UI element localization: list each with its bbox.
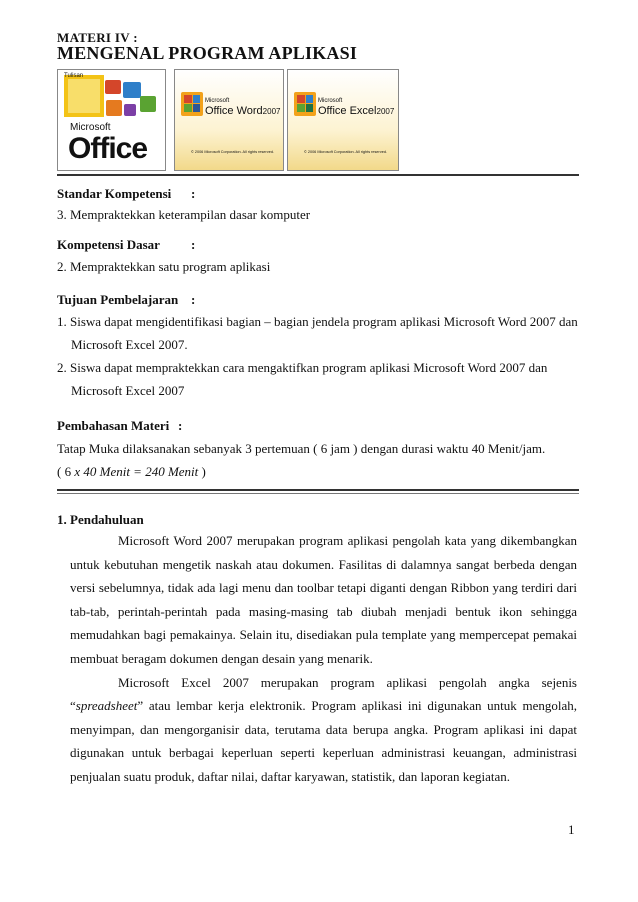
page-title: MENGENAL PROGRAM APLIKASI: [57, 43, 358, 63]
pembahasan-line1: Tatap Muka dilaksanakan sebanyak 3 pertemuan ( 6 jam ) dengan durasi waktu 40 Menit/jam.: [57, 441, 546, 456]
materi-label: MATERI IV :: [57, 30, 138, 45]
paragraph-excel-first-line: Microsoft Excel 2007 merupakan program aplikasi pengolah angka sejenis: [118, 674, 577, 690]
paragraph-word: Microsoft Word 2007 merupakan program aplikasi pengolah kata yang dikembangkan untuk kebutuhan mengetik naskah atau dokumen. Fasilitas di dalamnya sangat berbeda dengan versi sebelumnya, tidak ada lagi menu dan toolbar tetapi diganti dengan Ribbon yang terdiri dari tab-tab, perintah-perintah pada masing-masing tab diubah menjadi bentuk ikon sehingga memudahkan bagi pemakainya. Selain itu, disediakan pula template yang mempercepat pemakai membuat beragam dokumen dengan desain yang menarik.: [70, 533, 577, 666]
pembahasan-line2: ( 6 x 40 Menit = 240 Menit ): [57, 464, 206, 479]
excel-logo: [287, 69, 399, 171]
word-logo: [174, 69, 284, 171]
word-product: Office Word2007: [205, 105, 281, 117]
pembahasan-label: Pembahasan Materi: [57, 418, 170, 433]
excel-icon: [294, 92, 316, 116]
standar-colon: :: [191, 186, 196, 201]
standar-text: 3. Mempraktekkan keterampilan dasar komputer: [57, 207, 311, 222]
section-heading: 1. Pendahuluan: [57, 512, 144, 527]
kompetensi-text: 2. Mempraktekkan satu program aplikasi: [57, 259, 271, 274]
office-tab-text: Tulisan: [64, 73, 84, 79]
word-icon: [181, 92, 203, 116]
kompetensi-label: Kompetensi Dasar: [57, 237, 160, 252]
kompetensi-colon: :: [191, 237, 196, 252]
excel-brand: Microsoft: [318, 98, 343, 104]
tujuan-item2-line1: 2. Siswa dapat mempraktekkan cara mengaktifkan program aplikasi Microsoft Word 2007 dan: [57, 360, 548, 375]
office-brand-text: Microsoft: [70, 122, 111, 133]
excel-product: Office Excel2007: [318, 105, 395, 117]
excel-copyright: © 2006 Microsoft Corporation. All rights reserved.: [304, 150, 387, 154]
page-number: 1: [568, 822, 575, 837]
office-logo: [57, 69, 166, 171]
section-divider-top: [57, 489, 579, 491]
section-body: [70, 529, 577, 789]
word-copyright: © 2006 Microsoft Corporation. All rights reserved.: [191, 150, 274, 154]
word-brand: Microsoft: [205, 98, 230, 104]
pembahasan-colon: :: [178, 418, 183, 433]
office-product-text: Office: [68, 132, 148, 165]
standar-label: Standar Kompetensi: [57, 186, 172, 201]
tujuan-item1-line2: Microsoft Excel 2007.: [71, 337, 188, 352]
paragraph-excel-rest: “spreadsheet” atau lembar kerja elektronik. Program aplikasi ini digunakan untuk mengolah, menyimpan, dan mengorganisir data, terutama data berupa angka. Program aplikasi ini dapat digunakan untuk berbagai keperluan seperti keperluan administrasi keuangan, administrasi penjualan suatu produk, daftar nilai, daftar karyawan, statistik, dan laporan kegiatan.: [70, 698, 577, 784]
tujuan-colon: :: [191, 292, 196, 307]
tujuan-label: Tujuan Pembelajaran: [57, 292, 179, 307]
tujuan-item2-line2: Microsoft Excel 2007: [71, 383, 185, 398]
header-divider: [57, 174, 579, 176]
section-divider-bottom: [57, 493, 579, 494]
tujuan-item1-line1: 1. Siswa dapat mengidentifikasi bagian – bagian jendela program aplikasi Microsoft Word 2007 dan: [57, 314, 578, 329]
